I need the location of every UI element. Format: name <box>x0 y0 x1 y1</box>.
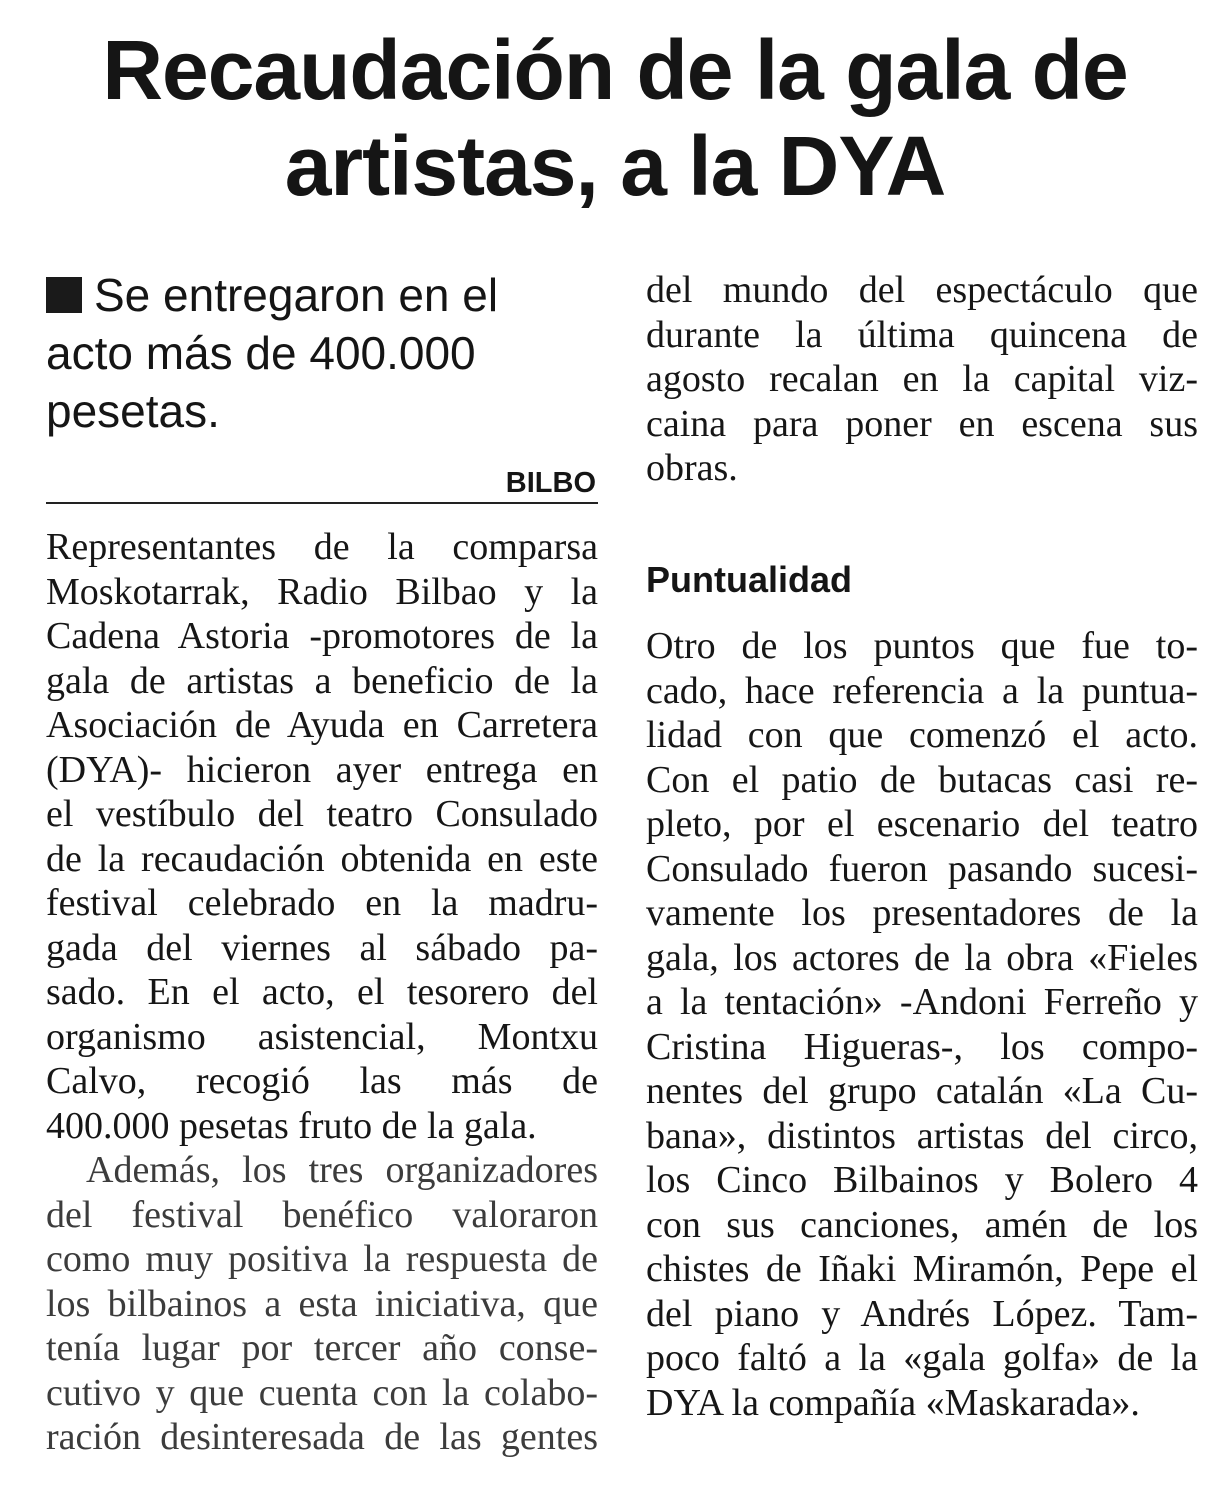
subheadline-text: Se entregaron en el <box>94 269 499 321</box>
text-line: de la recaudación obtenida en este <box>46 837 598 880</box>
subheadline-line: acto más de 400.000 <box>46 327 476 379</box>
section-heading: Puntualidad <box>646 559 852 600</box>
text-line: nentes del grupo catalán «La Cu- <box>646 1070 1198 1112</box>
text-line: Calvo, recogió las más de <box>46 1060 598 1102</box>
text-line: pleto, por el escenario del teatro <box>646 803 1198 845</box>
article-column-right-bottom <box>646 624 1198 1425</box>
subheadline-line <box>46 266 606 324</box>
text-line: los Cinco Bilbainos y Bolero 4 <box>646 1159 1198 1201</box>
text-line: poco faltó a la «gala golfa» de la <box>646 1337 1198 1379</box>
text-line: Con el patio de butacas casi re- <box>646 758 1198 801</box>
text-line: Asociación de Ayuda en Carretera <box>46 704 598 746</box>
text-line: sado. En el acto, el tesorero del <box>46 971 598 1013</box>
text-line: Otro de los puntos que fue to- <box>646 625 1198 667</box>
text-line: el vestíbulo del teatro Consulado <box>46 793 598 835</box>
square-bullet-icon <box>46 277 82 313</box>
text-line: Representantes de la comparsa <box>46 526 598 568</box>
text-line: cutivo y que cuenta con la colabo- <box>46 1371 598 1414</box>
text-line: Cadena Astoria -promotores de la <box>46 615 598 657</box>
article-column-right-top <box>646 268 1198 491</box>
text-line: Cristina Higueras-, los compo- <box>646 1025 1198 1068</box>
text-line: del festival benéfico valoraron <box>46 1193 598 1236</box>
text-line: gala de artistas a beneficio de la <box>46 659 598 702</box>
text-line: lidad con que comenzó el acto. <box>646 714 1198 756</box>
text-line: tenía lugar por tercer año conse- <box>46 1327 598 1369</box>
text-line: caina para poner en escena sus <box>646 402 1198 445</box>
article-column-left <box>46 525 598 1460</box>
dateline: BILBO <box>505 467 596 499</box>
text-line: los bilbainos a esta iniciativa, que <box>46 1282 598 1325</box>
subheadline <box>46 266 606 440</box>
headline-line: artistas, a la DYA <box>284 119 946 213</box>
text-line: a la tentación» -Andoni Ferreño y <box>646 981 1198 1023</box>
text-line: gada del viernes al sábado pa- <box>46 926 598 969</box>
text-line: vamente los presentadores de la <box>646 892 1198 934</box>
text-line: (DYA)- hicieron ayer entrega en <box>46 748 598 791</box>
subheadline-line: pesetas. <box>46 385 220 437</box>
text-line: Además, los tres organizadores <box>86 1149 598 1191</box>
headline-line: Recaudación de la gala de <box>102 23 1128 117</box>
divider-rule <box>46 502 598 504</box>
text-line: obras. <box>646 447 738 489</box>
text-line: durante la última quincena de <box>646 313 1198 356</box>
text-line: festival celebrado en la madru- <box>46 882 598 924</box>
text-line: 400.000 pesetas fruto de la gala. <box>46 1104 537 1147</box>
text-line: DYA la compañía «Maskarada». <box>646 1381 1140 1424</box>
text-line: del piano y Andrés López. Tam- <box>646 1292 1198 1335</box>
text-line: ración desinteresada de las gentes <box>46 1416 598 1458</box>
text-line: con sus canciones, amén de los <box>646 1203 1198 1246</box>
text-line: del mundo del espectáculo que <box>646 269 1198 311</box>
text-line: Consulado fueron pasando sucesi- <box>646 847 1198 890</box>
text-line: chistes de Iñaki Miramón, Pepe el <box>646 1248 1198 1290</box>
text-line: gala, los actores de la obra «Fieles <box>646 936 1198 979</box>
text-line: organismo asistencial, Montxu <box>46 1015 598 1058</box>
text-line: como muy positiva la respuesta de <box>46 1238 598 1280</box>
text-line: agosto recalan en la capital viz- <box>646 358 1198 400</box>
text-line: bana», distintos artistas del circo, <box>646 1114 1198 1157</box>
headline <box>40 22 1190 214</box>
text-line: Moskotarrak, Radio Bilbao y la <box>46 570 598 613</box>
text-line: cado, hace referencia a la puntua- <box>646 669 1198 712</box>
